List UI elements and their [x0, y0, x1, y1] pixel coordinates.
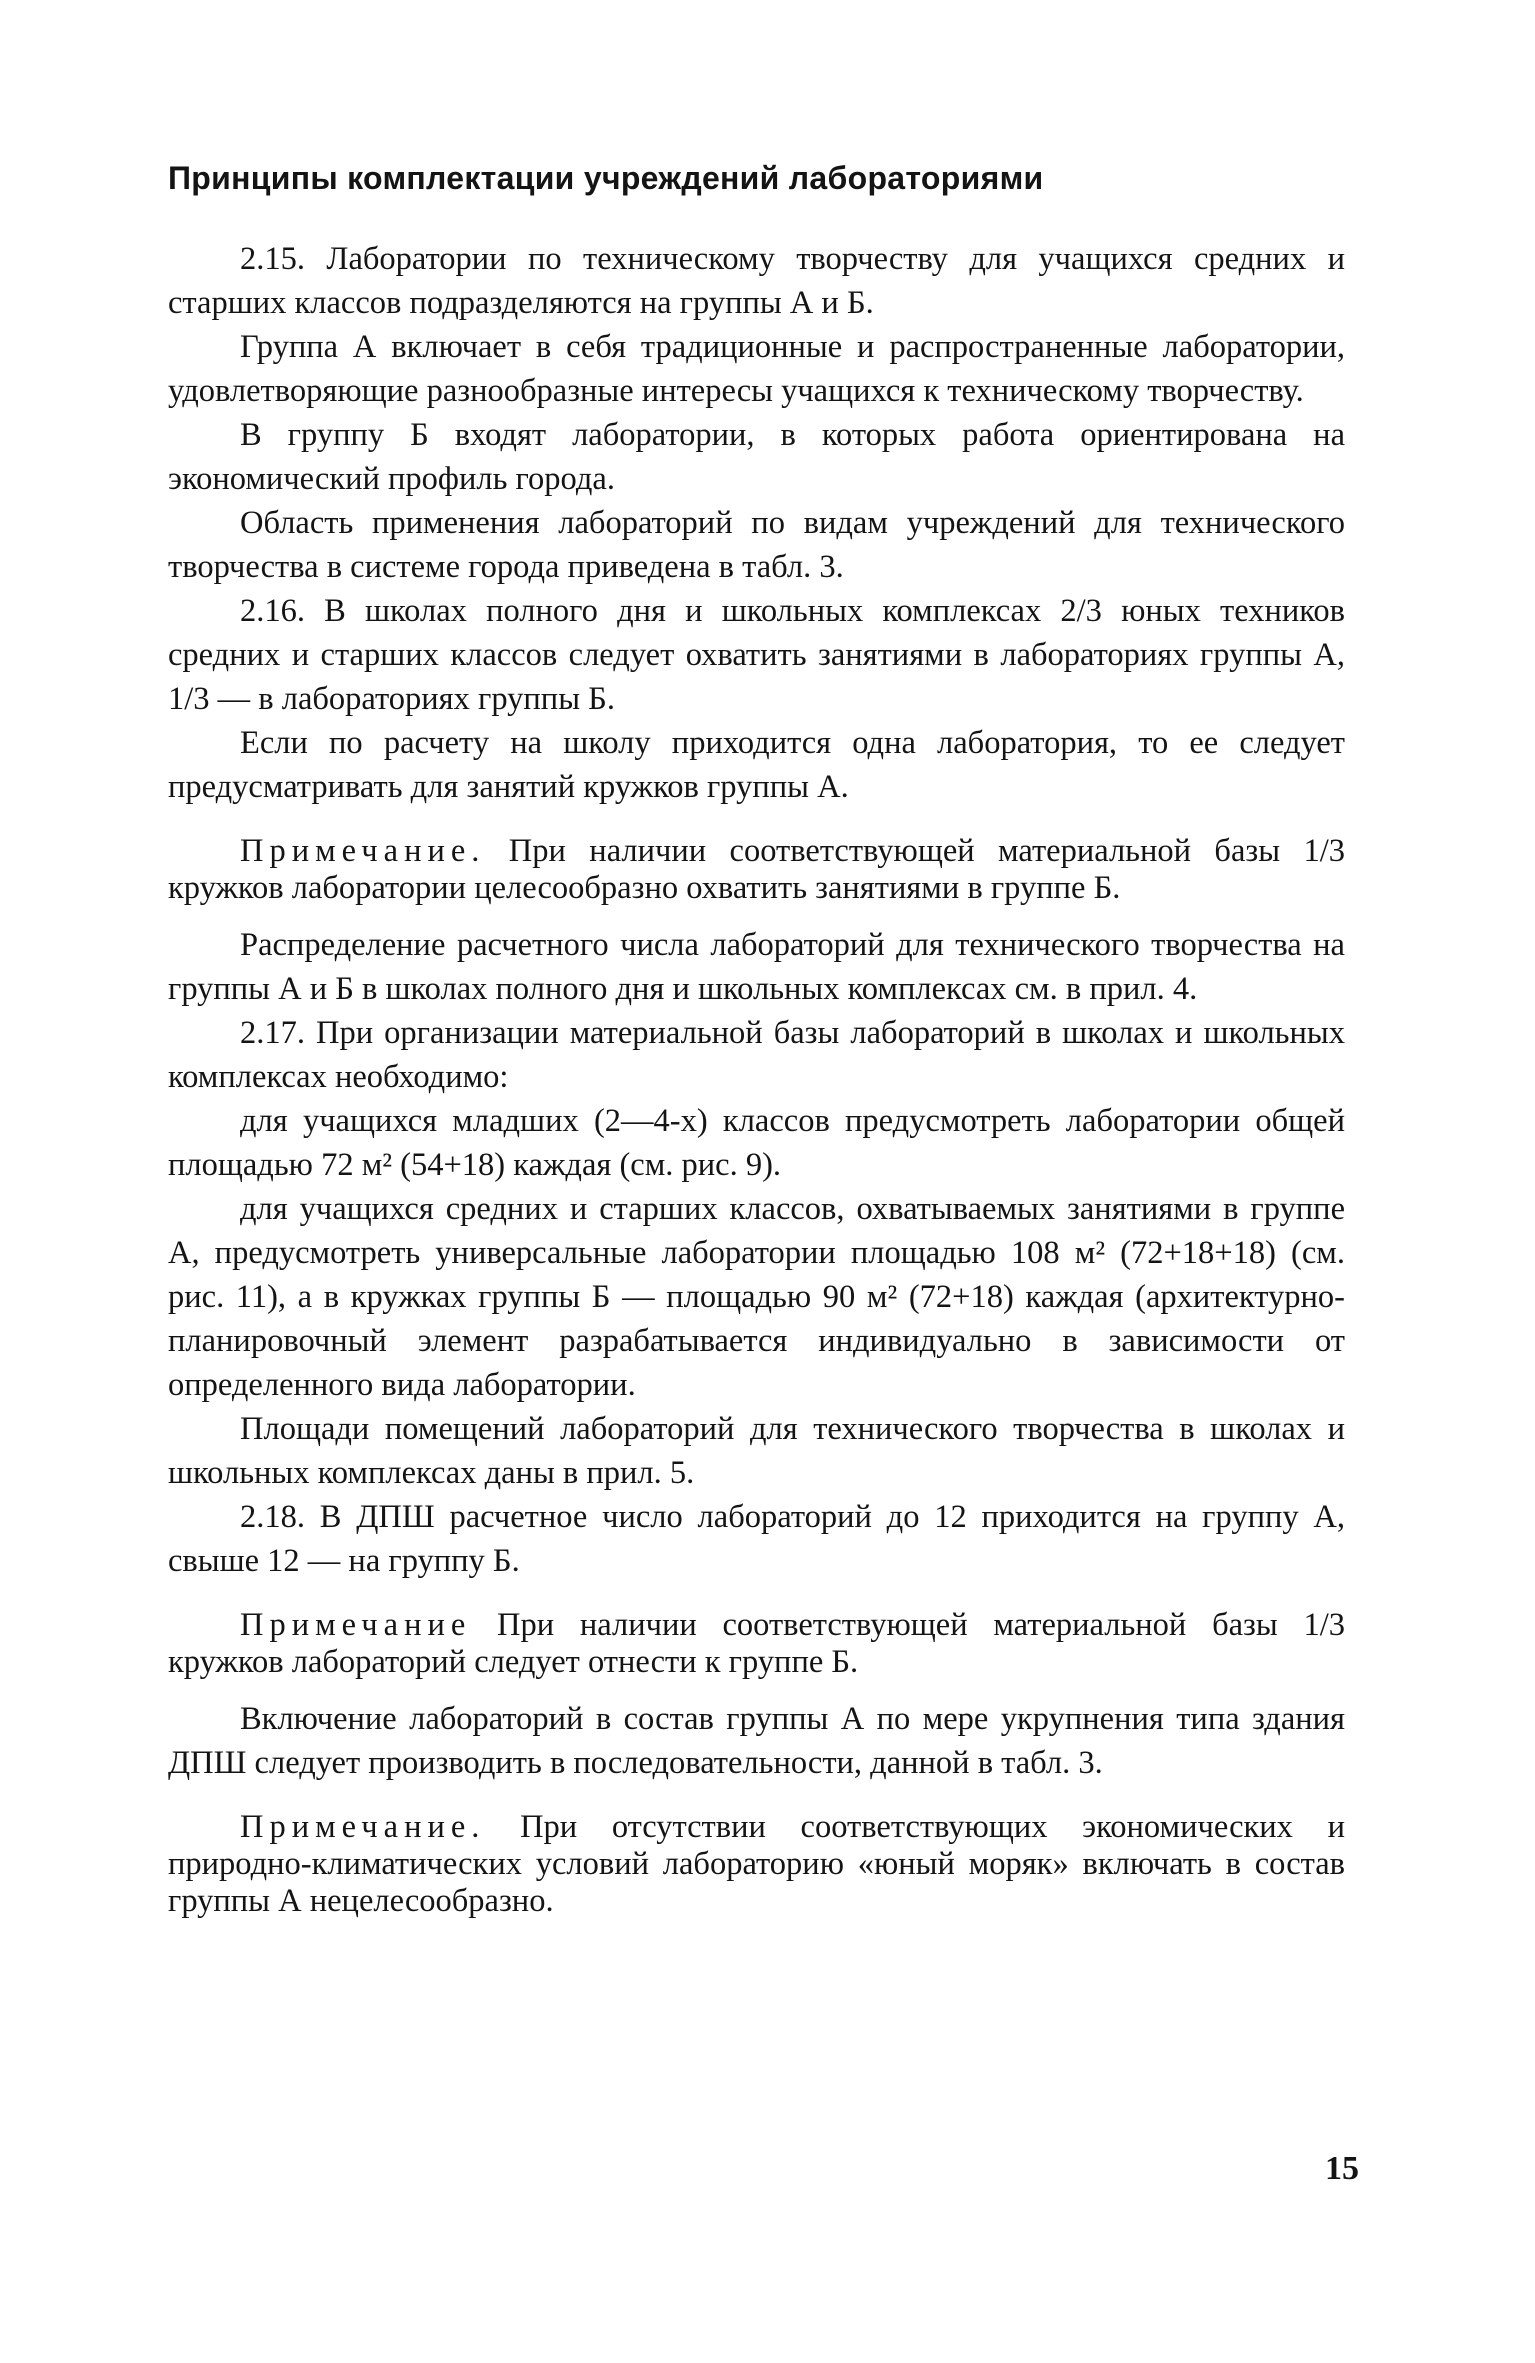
note-1	[168, 833, 1345, 907]
paragraph-distribution: Распределение расчетного числа лабораторий для технического творчества на группы А и Б в школах полного дня и школьных комплексах см. в прил. 4.	[168, 927, 1345, 1007]
note-2	[168, 1607, 1345, 1681]
paragraph-2-18: 2.18. В ДПШ расчетное число лабораторий до 12 приходится на группу А, свыше 12 — на группу Б.	[168, 1499, 1345, 1579]
note-3	[168, 1809, 1345, 1920]
note-1-label: Примечание.	[240, 833, 486, 869]
note-2-label: Примечание	[240, 1607, 472, 1643]
page-number: 15	[1325, 2150, 1359, 2187]
paragraph-senior: для учащихся средних и старших классов, охватываемых занятиями в группе А, предусмотреть универсальные лаборатории площадью 108 м² (72+18+18) (см. рис. 11), а в кружках группы Б — площадью 90 м² (72+18) каждая (архитектурно-планировочный элемент разрабатывается индивидуально в зависимости от определенного вида лаборатории.	[168, 1191, 1345, 1403]
paragraph-scope: Область применения лабораторий по видам учреждений для технического творчества в системе города приведена в табл. 3.	[168, 505, 1345, 585]
note-2-text: При наличии соответствующей материальной базы 1/3 кружков лабораторий следует отнести к группе Б.	[168, 1607, 1345, 1680]
paragraph-2-15: 2.15. Лаборатории по техническому творчеству для учащихся средних и старших классов подразделяются на группы А и Б.	[168, 241, 1345, 321]
paragraph-2-16: 2.16. В школах полного дня и школьных комплексах 2/3 юных техников средних и старших классов следует охватить занятиями в лабораториях группы А, 1/3 — в лабораториях группы Б.	[168, 593, 1345, 717]
note-3-text: При отсутствии соответствующих экономических и природно-климатических условий лабораторию «юный моряк» включать в состав группы А нецелесообразно.	[168, 1809, 1345, 1919]
paragraph-single-lab: Если по расчету на школу приходится одна лаборатория, то ее следует предусматривать для занятий кружков группы А.	[168, 725, 1345, 805]
paragraph-inclusion: Включение лабораторий в состав группы А по мере укрупнения типа здания ДПШ следует производить в последовательности, данной в табл. 3.	[168, 1701, 1345, 1781]
note-3-label: Примечание.	[240, 1809, 486, 1845]
paragraph-areas: Площади помещений лабораторий для технического творчества в школах и школьных комплексах даны в прил. 5.	[168, 1411, 1345, 1491]
paragraph-group-a: Группа А включает в себя традиционные и распространенные лаборатории, удовлетворяющие разнообразные интересы учащихся к техническому творчеству.	[168, 329, 1345, 409]
paragraph-junior: для учащихся младших (2—4-х) классов предусмотреть лаборатории общей площадью 72 м² (54+18) каждая (см. рис. 9).	[168, 1103, 1345, 1183]
section-heading: Принципы комплектации учреждений лабораториями	[168, 160, 1044, 196]
paragraph-2-17: 2.17. При организации материальной базы лабораторий в школах и школьных комплексах необходимо:	[168, 1015, 1345, 1095]
paragraph-group-b: В группу Б входят лаборатории, в которых работа ориентирована на экономический профиль города.	[168, 417, 1345, 497]
note-1-text: При наличии соответствующей материальной базы 1/3 кружков лаборатории целесообразно охватить занятиями в группе Б.	[168, 833, 1345, 906]
